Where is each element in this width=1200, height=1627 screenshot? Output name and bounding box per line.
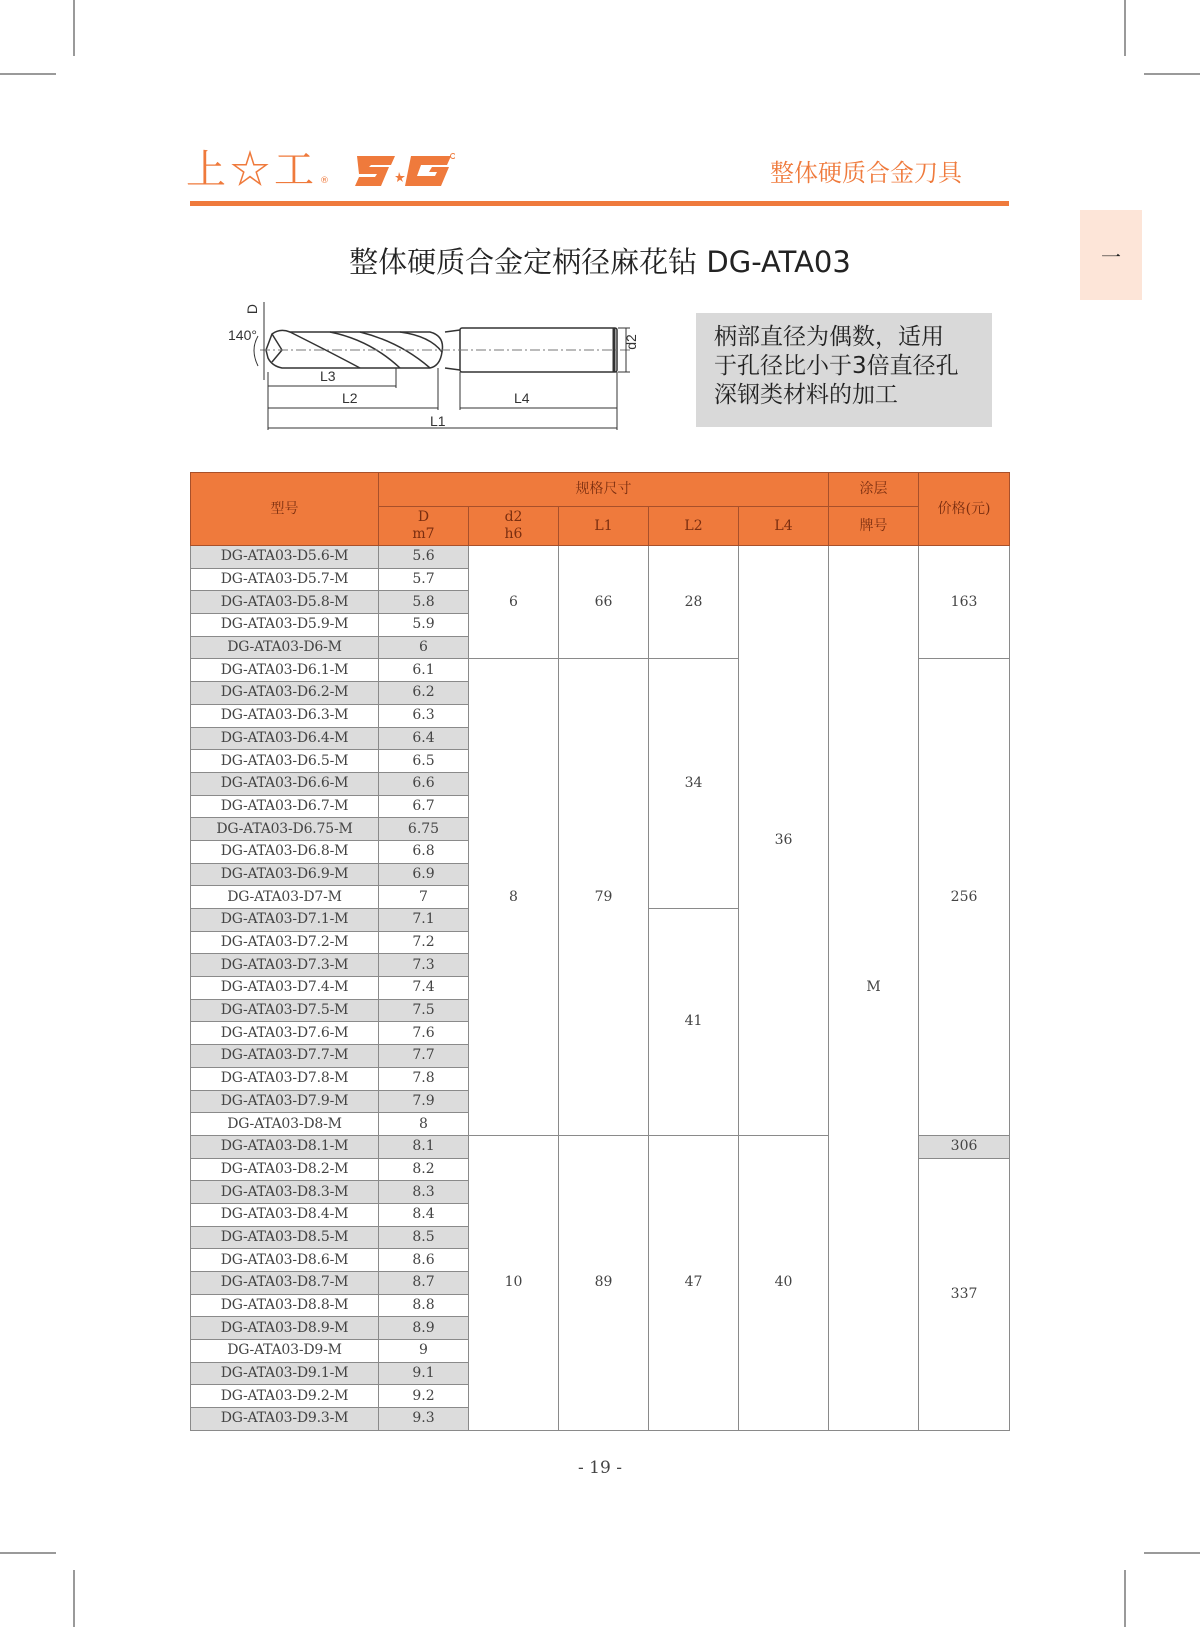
model-cell: DG-ATA03-D8.2-M — [191, 1158, 379, 1181]
model-cell: DG-ATA03-D6-M — [191, 636, 379, 659]
diameter-cell: 8.3 — [379, 1181, 469, 1204]
usage-note — [696, 313, 992, 427]
model-cell: DG-ATA03-D7.8-M — [191, 1067, 379, 1090]
diameter-cell: 6.3 — [379, 704, 469, 727]
header-price: 价格(元) — [919, 473, 1010, 546]
header-d: D m7 — [379, 507, 469, 546]
crop-mark — [1124, 0, 1126, 56]
model-cell: DG-ATA03-D9-M — [191, 1340, 379, 1363]
page-number: - 19 - — [578, 1458, 622, 1478]
d2-label: d2 — [623, 334, 639, 350]
model-cell: DG-ATA03-D7.6-M — [191, 1022, 379, 1045]
model-cell: DG-ATA03-D6.75-M — [191, 818, 379, 841]
diameter-cell: 8.6 — [379, 1249, 469, 1272]
diameter-cell: 8.9 — [379, 1317, 469, 1340]
l1-cell: 89 — [559, 1135, 649, 1430]
model-cell: DG-ATA03-D8.4-M — [191, 1203, 379, 1226]
diameter-cell: 5.8 — [379, 591, 469, 614]
sg-logo-icon — [355, 152, 455, 188]
model-cell: DG-ATA03-D5.7-M — [191, 568, 379, 591]
model-cell: DG-ATA03-D9.1-M — [191, 1362, 379, 1385]
diameter-cell: 8 — [379, 1113, 469, 1136]
drill-dimension-diagram — [220, 292, 640, 442]
note-line: 深钢类材料的加工 — [714, 382, 898, 408]
chapter-tab-label: 一 — [1101, 244, 1121, 269]
diameter-cell: 9.2 — [379, 1385, 469, 1408]
section-title: 整体硬质合金刀具 — [770, 159, 962, 187]
model-cell: DG-ATA03-D8.6-M — [191, 1249, 379, 1272]
crop-mark — [1124, 1570, 1126, 1627]
diameter-cell: 6.6 — [379, 772, 469, 795]
model-cell: DG-ATA03-D8.5-M — [191, 1226, 379, 1249]
diameter-cell: 7.1 — [379, 909, 469, 932]
d2-cell: 6 — [469, 546, 559, 659]
diameter-cell: 5.7 — [379, 568, 469, 591]
diameter-cell: 6 — [379, 636, 469, 659]
header-l1: L1 — [559, 507, 649, 546]
model-cell: DG-ATA03-D6.9-M — [191, 863, 379, 886]
diameter-cell: 5.9 — [379, 614, 469, 637]
diameter-cell: 7.3 — [379, 954, 469, 977]
model-cell: DG-ATA03-D7.1-M — [191, 909, 379, 932]
model-cell: DG-ATA03-D8.1-M — [191, 1135, 379, 1158]
diameter-cell: 7.6 — [379, 1022, 469, 1045]
model-cell: DG-ATA03-D6.8-M — [191, 840, 379, 863]
model-cell: DG-ATA03-D6.3-M — [191, 704, 379, 727]
crop-mark — [0, 73, 56, 75]
model-cell: DG-ATA03-D7.3-M — [191, 954, 379, 977]
diameter-cell: 7.9 — [379, 1090, 469, 1113]
l2-cell: 28 — [649, 546, 739, 659]
l3-label: L3 — [320, 368, 336, 384]
note-line: 柄部直径为偶数，适用 — [714, 324, 944, 350]
header-grade: 牌号 — [829, 507, 919, 546]
diameter-cell: 9.3 — [379, 1408, 469, 1431]
diameter-cell: 6.5 — [379, 750, 469, 773]
model-cell: DG-ATA03-D6.1-M — [191, 659, 379, 682]
header-l2: L2 — [649, 507, 739, 546]
diameter-cell: 7.8 — [379, 1067, 469, 1090]
diameter-cell: 6.2 — [379, 682, 469, 705]
header-l4: L4 — [739, 507, 829, 546]
model-cell: DG-ATA03-D8.7-M — [191, 1272, 379, 1295]
model-cell: DG-ATA03-D7.2-M — [191, 931, 379, 954]
l4-label: L4 — [514, 390, 530, 406]
diameter-cell: 6.7 — [379, 795, 469, 818]
model-cell: DG-ATA03-D6.5-M — [191, 750, 379, 773]
diameter-cell: 8.1 — [379, 1135, 469, 1158]
diameter-cell: 8.2 — [379, 1158, 469, 1181]
model-cell: DG-ATA03-D9.2-M — [191, 1385, 379, 1408]
diameter-cell: 8.4 — [379, 1203, 469, 1226]
diameter-cell: 5.6 — [379, 546, 469, 569]
crop-mark — [1144, 1552, 1200, 1554]
registered-mark: ® — [320, 176, 329, 186]
header-divider — [190, 201, 1009, 206]
diameter-cell: 8.5 — [379, 1226, 469, 1249]
l1-cell: 79 — [559, 659, 649, 1135]
diameter-cell: 7.4 — [379, 977, 469, 1000]
d-label: D — [244, 304, 260, 315]
crop-mark — [0, 1552, 56, 1554]
diameter-cell: 9 — [379, 1340, 469, 1363]
model-cell: DG-ATA03-D6.7-M — [191, 795, 379, 818]
diameter-cell: 6.4 — [379, 727, 469, 750]
header-coating: 涂层 — [829, 473, 919, 507]
d2-cell: 10 — [469, 1135, 559, 1430]
diameter-cell: 6.8 — [379, 840, 469, 863]
l4-cell: 36 — [739, 546, 829, 1136]
model-cell: DG-ATA03-D8.9-M — [191, 1317, 379, 1340]
coating-cell: M — [829, 546, 919, 1431]
spec-table — [190, 472, 1010, 1431]
model-cell: DG-ATA03-D6.2-M — [191, 682, 379, 705]
header-d2: d2 h6 — [469, 507, 559, 546]
d2-cell: 8 — [469, 659, 559, 1135]
brand-logo — [186, 147, 455, 193]
diameter-cell: 7.5 — [379, 999, 469, 1022]
diameter-cell: 8.7 — [379, 1272, 469, 1295]
l2-cell: 47 — [649, 1135, 739, 1430]
header-spec-group: 规格尺寸 — [379, 473, 829, 507]
crop-mark — [73, 1570, 75, 1627]
model-cell: DG-ATA03-D7.4-M — [191, 977, 379, 1000]
l2-cell: 34 — [649, 659, 739, 909]
model-cell: DG-ATA03-D8.8-M — [191, 1294, 379, 1317]
model-cell: DG-ATA03-D6.4-M — [191, 727, 379, 750]
diameter-cell: 7 — [379, 886, 469, 909]
angle-label: 140° — [228, 327, 257, 343]
diameter-cell: 7.2 — [379, 931, 469, 954]
model-cell: DG-ATA03-D5.8-M — [191, 591, 379, 614]
model-cell: DG-ATA03-D7.7-M — [191, 1045, 379, 1068]
l4-cell: 40 — [739, 1135, 829, 1430]
brand-logo-cn: 上☆工 — [186, 147, 318, 193]
model-cell: DG-ATA03-D8.3-M — [191, 1181, 379, 1204]
model-cell: DG-ATA03-D7.5-M — [191, 999, 379, 1022]
diameter-cell: 6.75 — [379, 818, 469, 841]
model-cell: DG-ATA03-D5.6-M — [191, 546, 379, 569]
price-cell: 163 — [919, 546, 1010, 659]
model-cell: DG-ATA03-D7-M — [191, 886, 379, 909]
diameter-cell: 8.8 — [379, 1294, 469, 1317]
page-title: 整体硬质合金定柄径麻花钻 DG-ATA03 — [349, 245, 851, 279]
diameter-cell: 9.1 — [379, 1362, 469, 1385]
l2-label: L2 — [342, 390, 358, 406]
crop-mark — [1144, 73, 1200, 75]
header-model: 型号 — [191, 473, 379, 546]
l2-cell: 41 — [649, 909, 739, 1136]
model-cell: DG-ATA03-D9.3-M — [191, 1408, 379, 1431]
chapter-tab — [1080, 210, 1142, 300]
note-line: 于孔径比小于3倍直径孔 — [714, 353, 959, 379]
price-cell: 306 — [919, 1135, 1010, 1158]
price-cell: 337 — [919, 1158, 1010, 1430]
model-cell: DG-ATA03-D6.6-M — [191, 772, 379, 795]
model-cell: DG-ATA03-D5.9-M — [191, 614, 379, 637]
diameter-cell: 6.1 — [379, 659, 469, 682]
crop-mark — [73, 0, 75, 56]
diameter-cell: 7.7 — [379, 1045, 469, 1068]
table-row — [191, 546, 1010, 569]
l1-cell: 66 — [559, 546, 649, 659]
price-cell: 256 — [919, 659, 1010, 1135]
diameter-cell: 6.9 — [379, 863, 469, 886]
model-cell: DG-ATA03-D8-M — [191, 1113, 379, 1136]
l1-label: L1 — [430, 413, 446, 429]
model-cell: DG-ATA03-D7.9-M — [191, 1090, 379, 1113]
spec-table-body — [191, 546, 1010, 1431]
